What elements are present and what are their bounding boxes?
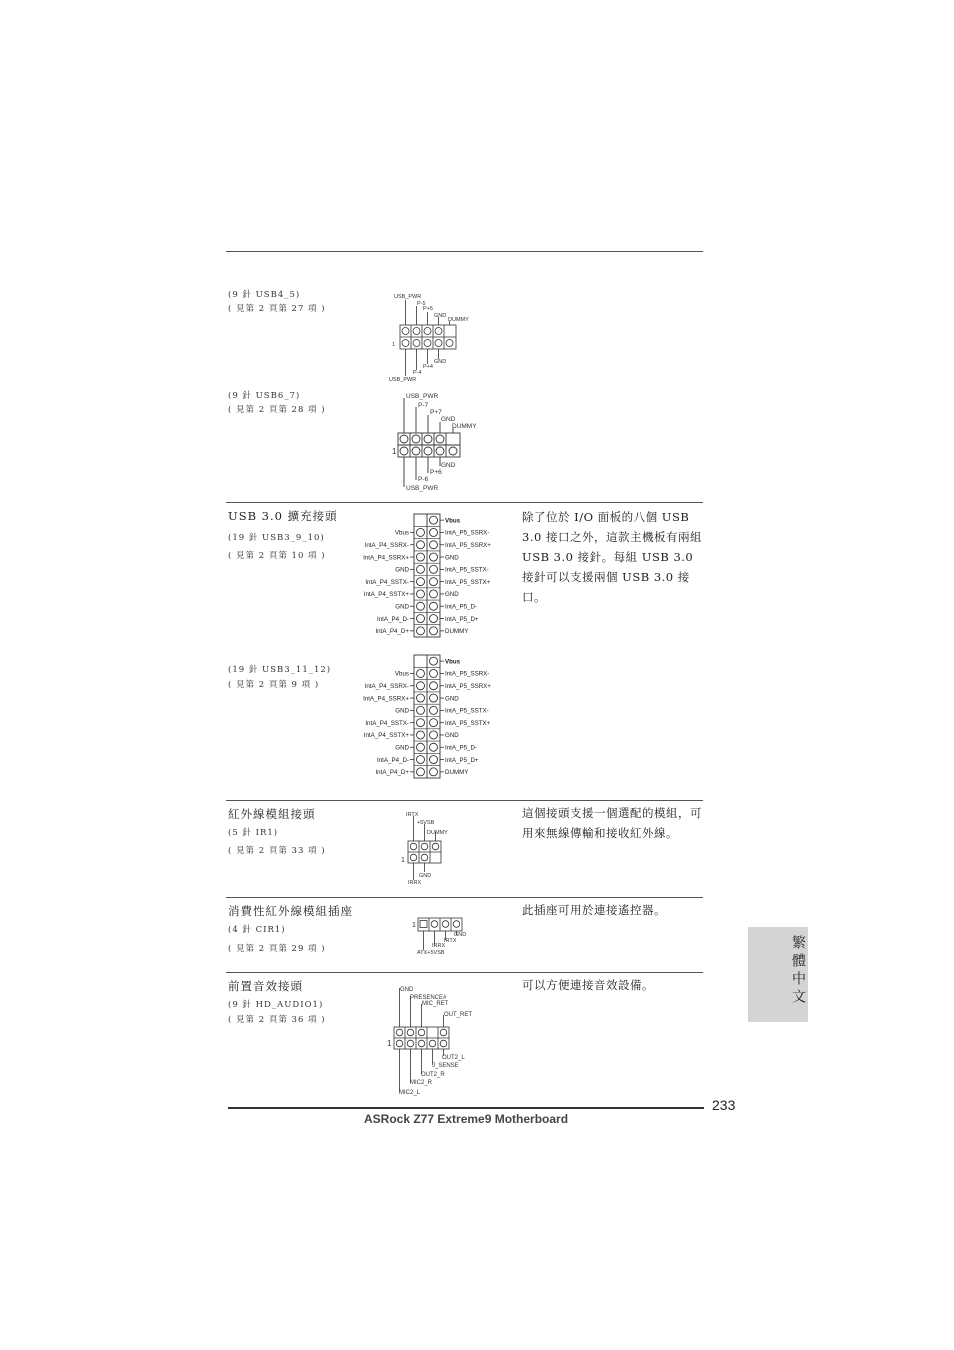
cir-label-irrx: IRRX [432, 943, 446, 949]
usb3-h2-pins: (19 針 USB3_11_12) [228, 665, 332, 675]
usb3-h1-ref: ( 見第 2 頁第 10 項 ) [228, 551, 326, 561]
usb3-left-pin-label: IntA_P4_SSTX+ [363, 732, 409, 740]
audio-label-out-ret: OUT_RET [444, 1012, 473, 1018]
usb3-left-pin-label: IntA_P4_D+ [375, 769, 409, 777]
usb3-right-pin-label: IntA_P5_SSRX- [445, 529, 490, 537]
usb3-right-pin-label: Vbus [445, 658, 461, 666]
usb3-h2-ref: ( 見第 2 頁第 9 項 ) [228, 680, 320, 690]
ir-pin1: 1 [401, 857, 405, 864]
usb67-label-p6p: P+6 [430, 469, 442, 476]
usb3-9-10-pin-diagram [340, 512, 520, 640]
usb67-label-dummy: DUMMY [452, 423, 477, 430]
ir-title: 紅外線模組接頭 [228, 807, 316, 821]
language-side-tab-label: 繁體中文 [790, 935, 806, 1007]
cir-label-gnd: GND [454, 932, 467, 938]
usb3-left-pin-label: GND [395, 707, 409, 715]
usb67-label-gnd-bottom: GND [441, 462, 456, 469]
usb45-label-p4n: P-4 [413, 370, 422, 376]
ir-label-5vsb: +5VSB [417, 820, 435, 826]
audio-label-mic2-l: MIC2_L [399, 1090, 421, 1096]
cir-pins: (4 針 CIR1) [228, 925, 286, 935]
usb3-right-pin-label: IntA_P5_D- [445, 744, 477, 752]
usb3-left-pin-label: IntA_P4_SSRX- [364, 682, 409, 690]
cir-title: 消費性紅外線模組插座 [228, 904, 353, 918]
usb3-right-pin-label: IntA_P5_D+ [445, 756, 479, 764]
footer-title: ASRock Z77 Extreme9 Motherboard [364, 1112, 569, 1126]
usb67-pin1: 1 [392, 447, 397, 456]
usb3-right-pin-label: DUMMY [445, 628, 469, 636]
usb67-label-gnd-top: GND [441, 416, 456, 423]
usb3-right-pin-label: GND [445, 554, 459, 562]
usb45-pin-diagram [386, 290, 486, 385]
usb67-label-p6n: P-6 [418, 476, 429, 483]
usb67-pin-diagram [390, 390, 490, 494]
usb3-left-pin-label: IntA_P4_D+ [375, 628, 409, 636]
cir-label-atx5vsb: ATX+5VSB [417, 950, 445, 956]
ir-label-irtx: IRTX [406, 812, 419, 818]
usb3-left-pin-label: IntA_P4_SSTX- [365, 719, 409, 727]
usb67-label-p7n: P-7 [418, 402, 429, 409]
ir-pins: (5 針 IR1) [228, 828, 279, 838]
usb3-title: USB 3.0 擴充接頭 [228, 509, 338, 523]
audio-label-presence: PRESENCE# [410, 995, 447, 1001]
usb45-label-p4p: P+4 [423, 364, 433, 370]
audio-label-out2-l: OUT2_L [442, 1055, 465, 1061]
usb3-right-pin-label: IntA_P5_SSTX+ [445, 719, 491, 727]
cir-label-irtx: IRTX [444, 938, 457, 944]
page-number: 233 [712, 1097, 736, 1113]
cir-pin1: 1 [412, 922, 416, 929]
usb3-left-pin-label: Vbus [394, 529, 409, 537]
usb45-label-usbpwr-bottom: USB_PWR [389, 377, 417, 383]
usb45-ref: ( 見第 2 頁第 27 項 ) [228, 304, 326, 314]
footer-rule [228, 1107, 704, 1109]
audio-label-j-sense: J_SENSE [432, 1063, 459, 1069]
usb3-right-pin-label: IntA_P5_SSRX+ [445, 541, 491, 549]
usb3-h1-pins: (19 針 USB3_9_10) [228, 533, 325, 543]
top-rule [226, 251, 703, 252]
usb67-label-usbpwr-top: USB_PWR [406, 393, 439, 400]
usb3-description: 除了位於 I/O 面板的八個 USB 3.0 接口之外，這款主機板有兩組 USB 3.0 接針。每組 USB 3.0 接針可以支援兩個 USB 3.0 接口。 [522, 510, 702, 604]
usb3-left-pin-label: IntA_P4_SSRX- [364, 541, 409, 549]
usb3-right-pin-label: IntA_P5_SSRX+ [445, 682, 491, 690]
ir-description: 這個接頭支援一個選配的模組，可用來無線傳輸和接收紅外線。 [522, 806, 702, 840]
usb45-label-p5p: P+5 [423, 306, 433, 312]
ir-label-dummy: DUMMY [427, 830, 448, 836]
audio-section-rule [226, 972, 703, 973]
usb3-right-pin-label: IntA_P5_SSTX- [445, 707, 489, 715]
usb45-label-gnd-top: GND [434, 313, 447, 319]
usb3-left-pin-label: IntA_P4_SSTX- [365, 578, 409, 586]
usb3-right-pin-label: IntA_P5_D+ [445, 615, 479, 623]
usb3-right-pin-label: DUMMY [445, 769, 469, 777]
usb3-left-pin-label: IntA_P4_D- [377, 756, 409, 764]
usb45-pins: (9 針 USB4_5) [228, 290, 301, 300]
usb3-11-12-pin-diagram [340, 653, 520, 781]
usb45-label-usbpwr-top: USB_PWR [394, 294, 422, 300]
usb3-left-pin-label: IntA_P4_D- [377, 615, 409, 623]
cir-ref: ( 見第 2 頁第 29 項 ) [228, 944, 326, 954]
audio-label-mic2-r: MIC2_R [410, 1080, 433, 1086]
audio-label-gnd: GND [400, 987, 414, 993]
usb3-right-pin-label: IntA_P5_D- [445, 603, 477, 611]
usb3-left-pin-label: IntA_P4_SSRX+ [363, 695, 409, 703]
cir-pin-diagram [410, 914, 480, 958]
audio-description: 可以方便連接音效設備。 [522, 978, 654, 992]
audio-ref: ( 見第 2 頁第 36 項 ) [228, 1015, 326, 1025]
ir-label-gnd: GND [419, 873, 432, 879]
usb3-left-pin-label: GND [395, 744, 409, 752]
usb3-left-pin-label: IntA_P4_SSTX+ [363, 591, 409, 599]
usb3-right-pin-label: IntA_P5_SSTX+ [445, 578, 491, 586]
usb45-label-dummy: DUMMY [448, 317, 469, 323]
usb3-right-pin-label: IntA_P5_SSRX- [445, 670, 490, 678]
cir-description: 此插座可用於連接遙控器。 [522, 903, 666, 917]
audio-pin-diagram [386, 982, 486, 1097]
ir-section-rule [226, 800, 703, 801]
usb3-left-pin-label: GND [395, 603, 409, 611]
usb3-left-pin-label: Vbus [394, 670, 409, 678]
audio-label-out2-r: OUT2_R [421, 1072, 445, 1078]
usb3-right-pin-label: Vbus [445, 517, 461, 525]
ir-pin-diagram [398, 808, 468, 888]
audio-pins: (9 針 HD_AUDIO1) [228, 1000, 324, 1010]
usb67-label-usbpwr-bottom: USB_PWR [406, 485, 439, 492]
usb67-pins: (9 針 USB6_7) [228, 391, 301, 401]
audio-title: 前置音效接頭 [228, 979, 303, 993]
cir-section-rule [226, 897, 703, 898]
audio-pin1: 1 [387, 1039, 392, 1048]
usb67-label-p7p: P+7 [430, 409, 442, 416]
usb45-label-gnd-bottom: GND [434, 359, 447, 365]
ir-ref: ( 見第 2 頁第 33 項 ) [228, 846, 326, 856]
audio-label-mic-ret: MIC_RET [422, 1001, 449, 1007]
usb3-right-pin-label: GND [445, 732, 459, 740]
usb3-right-pin-label: GND [445, 591, 459, 599]
ir-label-irrx: IRRX [408, 880, 422, 886]
usb3-left-pin-label: IntA_P4_SSRX+ [363, 554, 409, 562]
usb3-right-pin-label: GND [445, 695, 459, 703]
usb67-ref: ( 見第 2 頁第 28 項 ) [228, 405, 326, 415]
usb3-section-rule [226, 502, 703, 503]
usb45-label-p5n: P-5 [417, 301, 426, 307]
language-side-tab [748, 927, 808, 1022]
usb45-pin1: 1 [392, 342, 396, 348]
usb3-left-pin-label: GND [395, 566, 409, 574]
usb3-right-pin-label: IntA_P5_SSTX- [445, 566, 489, 574]
